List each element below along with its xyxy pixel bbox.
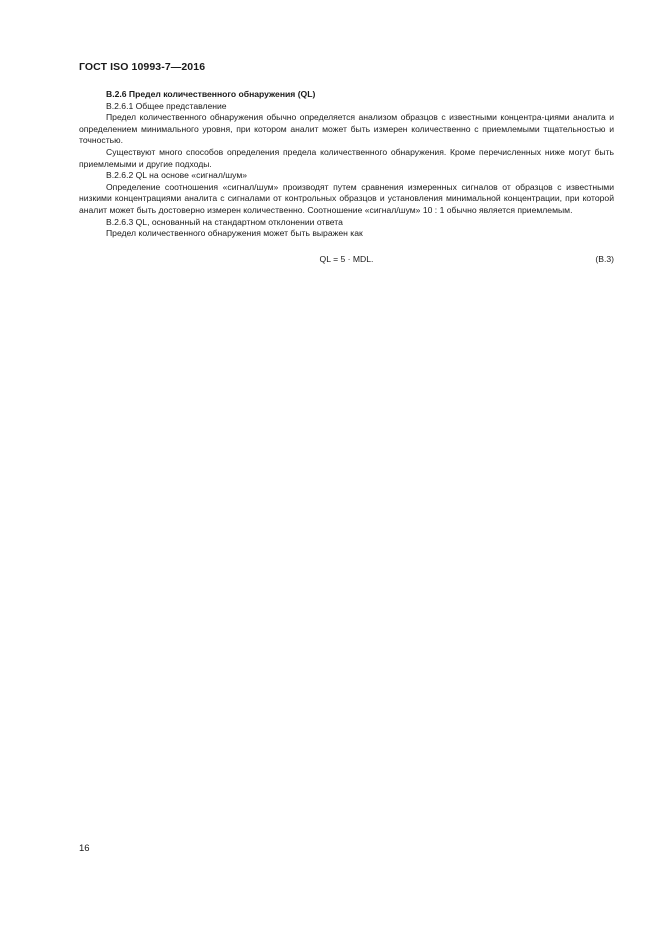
subsection-title-std-deviation: B.2.6.3 QL, основанный на стандартном отклонении ответа xyxy=(106,216,343,227)
formula: QL = 5 · MDL. xyxy=(319,253,374,264)
paragraph-general-methods: Существуют много способов определения предела количественного обнаружения. Кроме перечисленных ниже могут быть приемлемыми и другие подходы. xyxy=(79,146,614,169)
document-header-id: ГОСТ ISO 10993-7—2016 xyxy=(79,61,206,73)
paragraph-std-deviation: Предел количественного обнаружения может быть выражен как xyxy=(106,228,363,239)
paragraph-signal-noise: Определение соотношения «сигнал/шум» производят путем сравнения измеренных сигналов от образцов с известными низкими концентрациями аналита с сигналами от контрольных образцов и установления минимальной концентрации, при которой аналит может быть достоверно измерен количественно. Соотношение «сигнал/шум» 10 : 1 обычно является приемлемым. xyxy=(79,181,614,215)
subsection-title-signal-noise: B.2.6.2 QL на основе «сигнал/шум» xyxy=(106,170,248,181)
formula-row xyxy=(79,254,614,266)
formula-number: (B.3) xyxy=(595,253,614,264)
page-number: 16 xyxy=(79,843,90,854)
section-heading: B.2.6 Предел количественного обнаружения (QL) xyxy=(106,89,316,99)
subsection-title-general: B.2.6.1 Общее представление xyxy=(106,100,227,111)
document-body xyxy=(79,89,614,265)
paragraph-general-definition: Предел количественного обнаружения обычно определяется анализом образцов с известными концентра-циями аналита и определением минимального уровня, при котором аналит может быть измерен количественно с приемлемыми тщательностью и точностью. xyxy=(79,112,614,146)
